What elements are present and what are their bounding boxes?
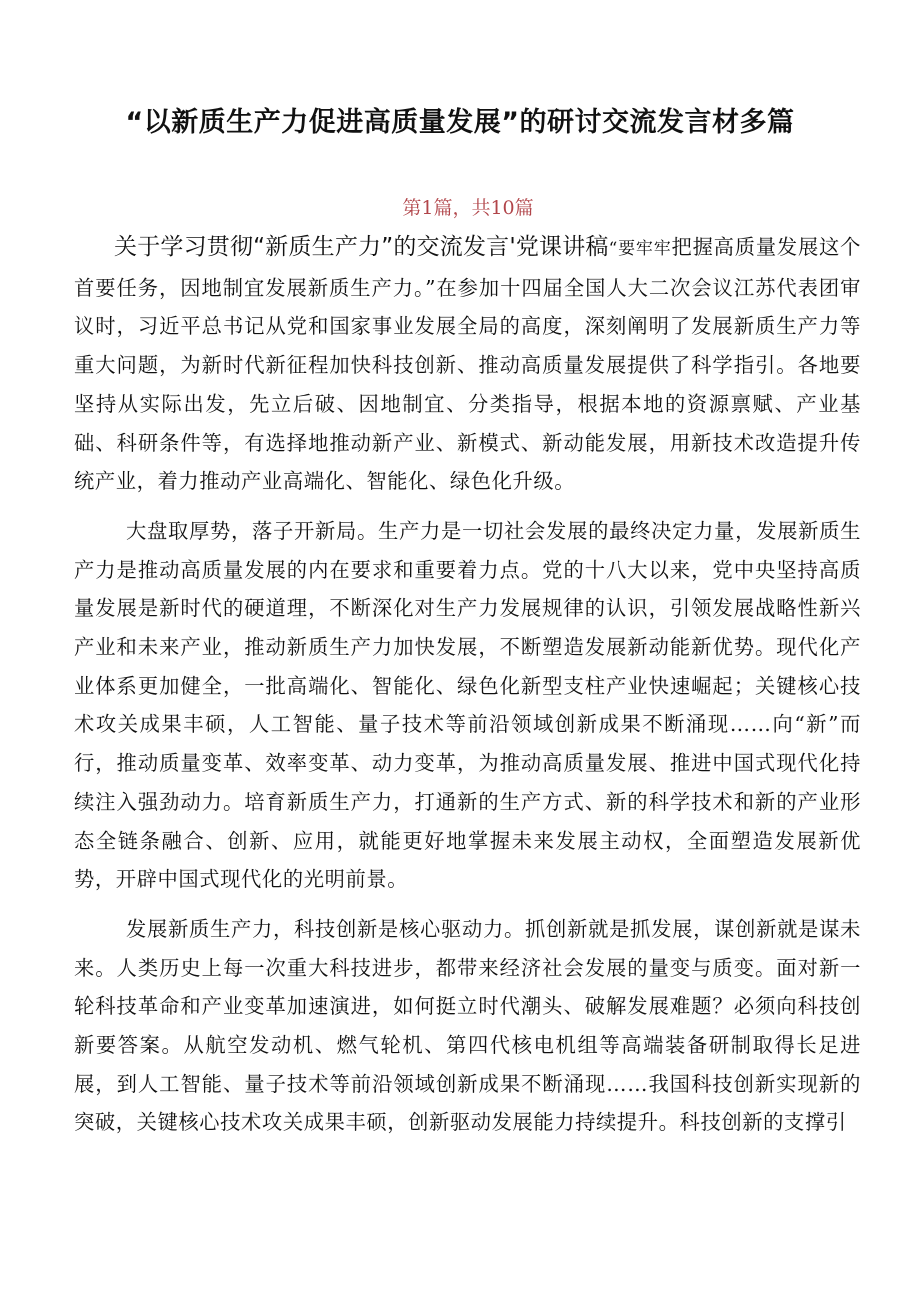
article-paragraph-1 bbox=[74, 228, 861, 501]
document-title: “以新质生产力促进高质量发展”的研讨交流发言材多篇 bbox=[125, 107, 795, 138]
paragraph-1-text: 把握高质量发展这个首要任务，因地制宜发展新质生产力。”在参加十四届全国人大二次会议江苏代表团审议时，习近平总书记从党和国家事业发展全局的高度，深刻阐明了发展新质生产力等重大问题，为新时代新征程加快科技创新、推动高质量发展提供了科学指引。各地要坚持从实际出发，先立后破、因地制宜、分类指导，根据本地的资源禀赋、产业基础、科研条件等，有选择地推动新产业、新模式、新动能发展，用新技术改造提升传统产业，着力推动产业高端化、智能化、绿色化升级。 bbox=[74, 235, 862, 494]
article-body bbox=[74, 228, 861, 1142]
article-heading: 关于学习贯彻“新质生产力”的交流发言'党课讲稿 bbox=[114, 234, 609, 260]
article-paragraph-3: 发展新质生产力，科技创新是核心驱动力。抓创新就是抓发展，谋创新就是谋未来。人类历史上每一次重大科技进步，都带来经济社会发展的量变与质变。面对新一轮科技革命和产业变革加速演进，如何挺立时代潮头、破解发展难题？必须向科技创新要答案。从航空发动机、燃气轮机、第四代核电机组等高端装备研制取得长足进展，到人工智能、量子技术等前沿领域创新成果不断涌现……我国科技创新实现新的突破，关键核心技术攻关成果丰硕，创新驱动发展能力持续提升。科技创新的支撑引 bbox=[74, 916, 861, 1135]
part-label: 第1篇，共10篇 bbox=[402, 197, 534, 219]
article-paragraph-2: 大盘取厚势，落子开新局。生产力是一切社会发展的最终决定力量，发展新质生产力是推动高质量发展的内在要求和重要着力点。党的十八大以来，党中央坚持高质量发展是新时代的硬道理，不断深化对生产力发展规律的认识，引领发展战略性新兴产业和未来产业，推动新质生产力加快发展，不断塑造发展新动能新优势。现代化产业体系更加健全，一批高端化、智能化、绿色化新型支柱产业快速崛起；关键核心技术攻关成果丰硕，人工智能、量子技术等前沿领域创新成果不断涌现……向“新”而行，推动质量变革、效率变革、动力变革，为推动高质量发展、推进中国式现代化持续注入强劲动力。培育新质生产力，打通新的生产方式、新的科学技术和新的产业形态全链条融合、创新、应用，就能更好地掌握未来发展主动权，全面塑造发展新优势，开辟中国式现代化的光明前景。 bbox=[74, 518, 861, 892]
paragraph-1-lead: “要牢牢 bbox=[608, 239, 672, 259]
